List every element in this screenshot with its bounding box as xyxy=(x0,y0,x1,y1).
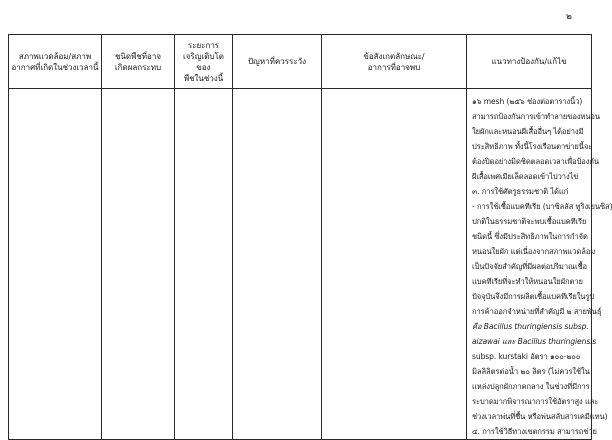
header-environment: สภาพแวดล้อม/สภาพ อากาศที่เกิดในช่วงเวลานี้ xyxy=(9,35,102,89)
guidance-line: ปกติในธรรมชาติจะพบเชื้อแบคทีเรีย xyxy=(472,217,587,226)
table-header-row xyxy=(9,35,592,89)
guidance-line: aizawai และ Bacillus thuringiensis xyxy=(472,337,597,346)
guidance-line: ระบาดมากพิจารณาการใช้อัตราสูง และ xyxy=(472,397,599,406)
header-problems: ปัญหาที่ควรระวัง xyxy=(233,35,322,89)
cell-prevention xyxy=(467,89,612,440)
guidance-line: มิลลิลิตรต่อน้ำ ๒๐ ลิตร (ไม่ควรใช้ใน xyxy=(472,367,590,376)
guidance-line: ๔. การใช้วิธีทางเขตกรรม สามารถช่วย xyxy=(472,427,597,436)
guidance-line: สามารถป้องกันการเข้าทำลายของหนอน xyxy=(472,112,600,121)
guidance-line: ผีเสื้อเพศเมียเล็ดลอดเข้าไปวางไข่ xyxy=(472,172,579,181)
page-number: ๒ xyxy=(566,12,572,22)
guidance-line: แบคทีเรียที่จะทำให้หนอนใยผักตาย xyxy=(472,277,583,286)
cell-problems xyxy=(233,89,322,440)
header-symptoms: ข้อสังเกตลักษณะ/ อาการที่อาจพบ xyxy=(322,35,467,89)
guidance-line: ช่วงเวลาพ่นที่ชื้น หรือพ่นสลับสารเคมีแทน) xyxy=(472,412,608,421)
header-growth-stage: ระยะการ เจริญเติบโตของ พืชในช่วงนี้ xyxy=(175,35,233,89)
table-row xyxy=(9,89,592,440)
guidance-line: ต้องปิดอย่างมิดชิดตลอดเวลาเพื่อป้องกัน xyxy=(472,157,599,166)
cell-symptoms xyxy=(322,89,467,440)
guidance-line: ปัจจุบันจึงมีการผลิตเชื้อแบคทีเรียในรูป xyxy=(472,292,595,301)
guidance-line: แหล่งปลูกผักภาคกลาง ในช่วงที่มีการ xyxy=(472,382,590,391)
guidance-line: - การใช้เชื้อแบคทีเรีย (บาซิลลัส ทูริงเยนซิส) xyxy=(472,202,612,211)
guidance-line: subsp. kurstaki อัตรา ๑๐๐-๒๐๐ xyxy=(472,352,581,361)
guidance-line: ๑๖ mesh (๒๕๖ ช่องต่อตารางนิ้ว) xyxy=(472,97,583,106)
guidance-line: หนอนใยผัก แต่เนื่องจากสภาพแวดล้อม xyxy=(472,247,596,256)
guidance-line: คือ Bacillus thuringiensis subsp. xyxy=(472,322,589,331)
guidance-line: ๓. การใช้ศัตรูธรรมชาติ ได้แก่ xyxy=(472,187,569,196)
cell-growth-stage xyxy=(175,89,233,440)
guidance-line: เป็นปัจจัยสำคัญที่มีผลต่อปริมาณเชื้อ xyxy=(472,262,587,271)
guidance-line: ใยผักและหนอนผีเสื้ออื่นๆ ได้อย่างมี xyxy=(472,127,584,136)
guidance-line: ชนิดนี้ ซึ่งมีประสิทธิภาพในการกำจัด xyxy=(472,232,588,241)
cell-affected-crops xyxy=(102,89,175,440)
header-prevention: แนวทางป้องกัน/แก้ไข xyxy=(467,35,592,89)
guidance-line: ประสิทธิภาพ ทั้งนี้โรงเรือนตาข่ายนี้จะ xyxy=(472,142,593,151)
guidance-table xyxy=(8,34,612,440)
cell-environment xyxy=(9,89,102,440)
header-affected-crops: ชนิดพืชที่อาจ เกิดผลกระทบ xyxy=(102,35,175,89)
guidance-line: การค้าออกจำหน่ายที่สำคัญมี ๒ สายพันธุ์ xyxy=(472,307,602,316)
